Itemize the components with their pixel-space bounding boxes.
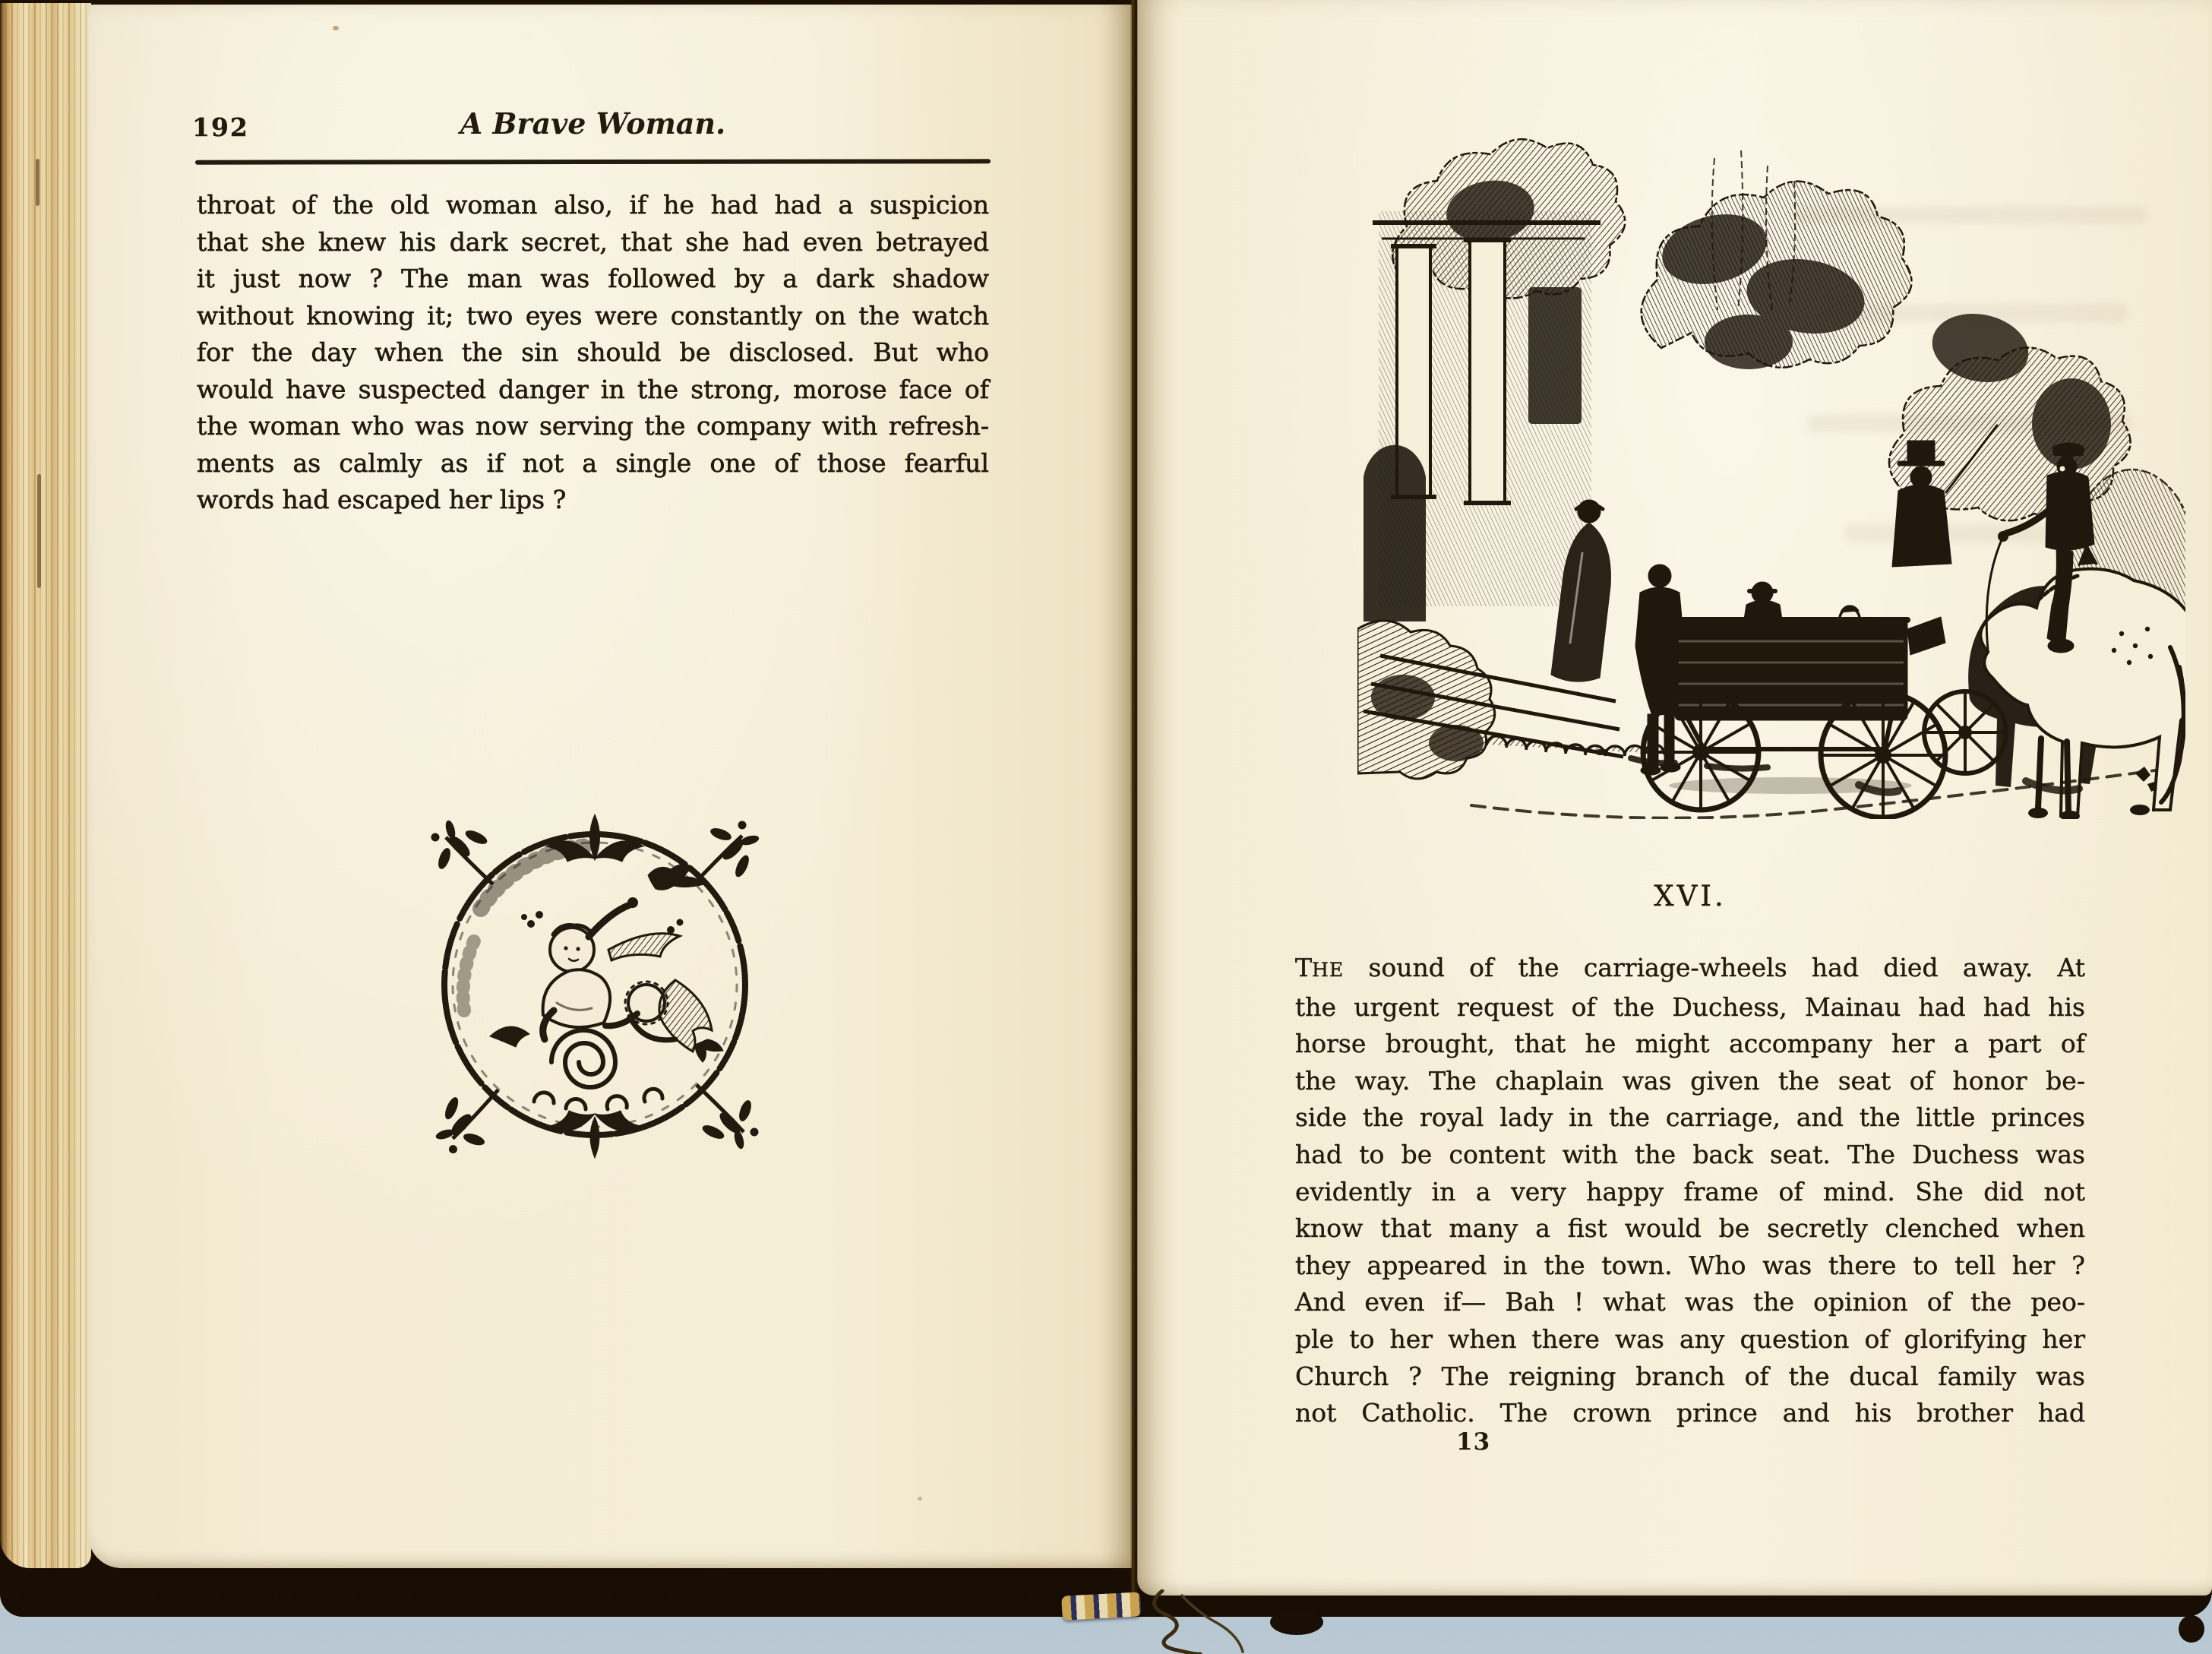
- left-page: [88, 5, 1132, 1568]
- text-line: without knowing it; two eyes were constantly on the watch: [197, 300, 989, 330]
- text-line: the woman who was now serving the company with refresh-: [197, 411, 989, 441]
- bookmark-thread: [1136, 1589, 1273, 1654]
- foxing-speck: [333, 26, 339, 30]
- carriage-illustration-engraving: [1357, 97, 2185, 819]
- running-title: A Brave Woman.: [460, 106, 726, 141]
- text-line: horse brought, that he might accompany her a part of: [1295, 1029, 2085, 1059]
- text-line: they appeared in the town. Who was there to tell her ?: [1295, 1250, 2085, 1280]
- text-line: would have suspected danger in the strong, morose face of: [197, 374, 989, 404]
- text-line: Church ? The reigning branch of the ducal family was: [1295, 1361, 2085, 1391]
- text-line: for the day when the sin should be disclosed. But who: [197, 337, 989, 367]
- edge-stain: [37, 474, 41, 588]
- page-number: 192: [192, 112, 249, 142]
- cover-shadow-lump: [1270, 1609, 1323, 1635]
- text-line: And even if— Bah ! what was the opinion of the peo-: [1295, 1287, 2085, 1317]
- text-line: the urgent request of the Duchess, Mainau had had his: [1295, 991, 2085, 1022]
- text-line: the way. The chaplain was given the seat of honor be-: [1295, 1065, 2085, 1096]
- foxing-speck: [918, 1497, 922, 1501]
- text-line: words had escaped her lips ?: [197, 485, 567, 514]
- text-line: evidently in a very happy frame of mind. She did not: [1295, 1176, 2085, 1207]
- text-line: know that many a fist would be secretly clenched when: [1295, 1213, 2085, 1244]
- text-line: had to be content with the back seat. The Duchess was: [1295, 1139, 2085, 1169]
- header-rule: [195, 159, 991, 164]
- text-line: it just now ? The man was followed by a dark shadow: [197, 264, 989, 293]
- text-line: throat of the old woman also, if he had had a suspicion: [197, 190, 989, 220]
- text-line: THE sound of the carriage-wheels had died away. At: [1295, 953, 2085, 982]
- edge-stain: [36, 159, 40, 206]
- text-line: that she knew his dark secret, that she had even betrayed: [197, 226, 989, 257]
- cover-shadow-lump: [2179, 1615, 2204, 1643]
- text-line: side the royal lady in the carriage, and the little princes: [1295, 1102, 2085, 1133]
- text-line: ments as calmly as if not a single one of those fearful: [197, 447, 989, 478]
- text-line: ple to her when there was any question of glorifying her: [1295, 1324, 2085, 1354]
- page-edge-stack: [0, 3, 91, 1568]
- right-page: [1137, 0, 2212, 1595]
- spine-headband: [1061, 1592, 1142, 1620]
- right-page-paragraph: [1295, 950, 2085, 1432]
- text-line: not Catholic. The crown prince and his brother had: [1295, 1398, 2085, 1428]
- cherub-vignette-engraving: [420, 811, 769, 1161]
- left-page-paragraph: [197, 187, 989, 519]
- signature-mark: 13: [1456, 1428, 1491, 1456]
- gutter-shadow: [1130, 0, 1138, 1594]
- chapter-heading: XVI.: [1654, 880, 1727, 912]
